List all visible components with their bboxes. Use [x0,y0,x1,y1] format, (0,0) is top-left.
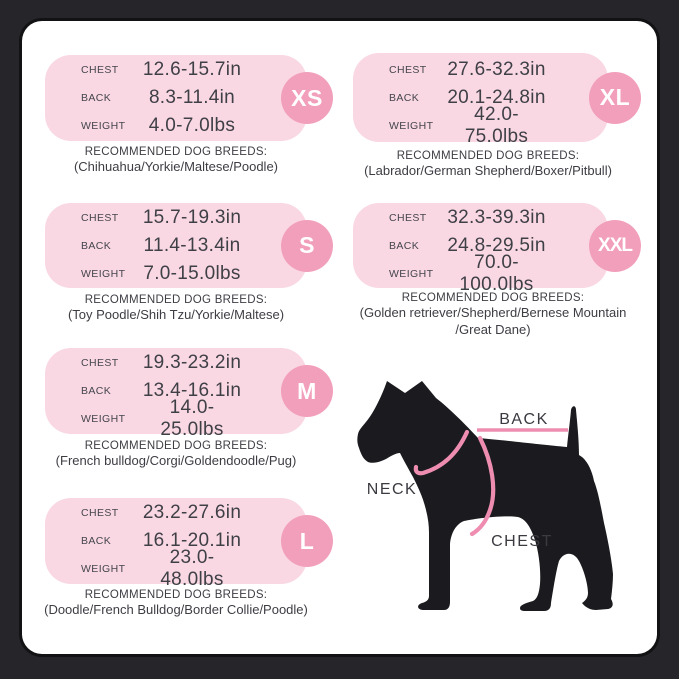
measure-row-chest [45,57,307,84]
recommended-label: RECOMMENDED DOG BREEDS: [401,292,585,304]
size-badge-s: S [281,220,333,272]
diagram-chest-label: CHEST [491,533,553,550]
size-badge-xxl: XXL [589,220,641,272]
diagram-back-label: BACK [499,411,549,428]
measure-row-weight [353,251,608,295]
measure-row-chest [353,204,608,231]
chest-value: 19.3-23.2in [142,352,242,373]
measure-row-back [45,85,307,112]
weight-label: WEIGHT [81,267,126,280]
weight-label: WEIGHT [81,413,126,425]
weight-label: WEIGHT [389,119,434,132]
size-card-s [45,203,315,288]
recommended-label: RECOMMENDED DOG BREEDS: [84,589,268,601]
back-label: BACK [81,239,112,252]
measure-row-chest [45,350,307,377]
back-value: 24.8-29.5in [447,234,546,256]
breeds-block-m [26,440,326,469]
size-badge-m: M [281,365,333,417]
measure-row-back [45,232,307,259]
weight-value: 42.0-75.0lbs [464,103,529,147]
weight-value: 14.0-25.0lbs [160,397,224,440]
chest-label: CHEST [81,211,119,224]
breeds-list: (Toy Poodle/Shih Tzu/Yorkie/Maltese) [67,307,285,322]
chest-value: 15.7-19.3in [142,206,242,228]
recommended-label: RECOMMENDED DOG BREEDS: [84,294,268,306]
breeds-block-s [26,294,326,323]
chest-value: 27.6-32.3in [447,58,546,80]
back-value: 20.1-24.8in [447,86,546,108]
measure-row-weight [45,260,307,287]
recommended-label: RECOMMENDED DOG BREEDS: [84,146,268,158]
chest-label: CHEST [81,64,119,76]
breeds-list: (Chihuahua/Yorkie/Maltese/Poodle) [73,159,279,174]
breeds-block-l [26,589,326,618]
back-value: 8.3-11.4in [148,87,236,108]
breeds-list: (Doodle/French Bulldog/Border Collie/Poodle) [44,602,308,617]
breeds-block-xs [26,146,326,175]
breeds-list: (French bulldog/Corgi/Goldendoodle/Pug) [55,453,297,468]
recommended-label: RECOMMENDED DOG BREEDS: [84,440,268,452]
size-badge-xl: XL [589,72,641,124]
breeds-list: (Labrador/German Shepherd/Boxer/Pitbull) [364,163,612,178]
weight-label: WEIGHT [81,120,126,132]
recommended-label: RECOMMENDED DOG BREEDS: [396,150,580,162]
size-badge-l: L [281,515,333,567]
chest-label: CHEST [81,357,119,369]
weight-label: WEIGHT [81,563,126,575]
size-badge-xs: XS [281,72,333,124]
size-card-xl [353,53,631,147]
measure-row-chest [353,56,608,83]
chest-label: CHEST [389,211,427,224]
chest-value: 32.3-39.3in [447,206,546,228]
back-label: BACK [389,239,420,252]
measure-row-weight [45,397,307,440]
chest-value: 12.6-15.7in [142,59,242,80]
breeds-list-line2: /Great Dane) [455,321,531,337]
size-card-xxl [353,203,632,295]
back-label: BACK [81,92,112,104]
size-card-xs [45,55,323,141]
measure-row-chest [45,204,307,231]
size-card-l [45,498,315,590]
weight-value: 4.0-7.0lbs [148,115,236,136]
measure-row-weight [353,103,608,147]
weight-value: 70.0-100.0lbs [459,251,534,295]
measure-row-weight [45,113,307,140]
chest-label: CHEST [81,507,119,519]
diagram-neck-label: NECK [366,481,418,498]
weight-value: 7.0-15.0lbs [143,262,241,284]
breeds-list: (Golden retriever/Shepherd/Bernese Mountain [359,305,627,320]
back-label: BACK [81,385,112,397]
weight-value: 23.0-48.0lbs [160,547,224,590]
breeds-block-xxl [338,292,648,338]
back-label: BACK [389,91,420,104]
back-value: 11.4-13.4in [143,234,241,256]
back-label: BACK [81,535,112,547]
measure-row-chest [45,500,307,527]
breeds-block-xl [338,150,638,179]
measure-row-weight [45,547,307,590]
weight-label: WEIGHT [389,267,434,280]
dog-measurement-diagram [345,372,635,640]
chest-value: 23.2-27.6in [142,502,242,523]
chest-label: CHEST [389,63,427,76]
back-value: 13.4-16.1in [142,380,242,401]
size-card-m [45,348,317,440]
back-value: 16.1-20.1in [142,530,242,551]
